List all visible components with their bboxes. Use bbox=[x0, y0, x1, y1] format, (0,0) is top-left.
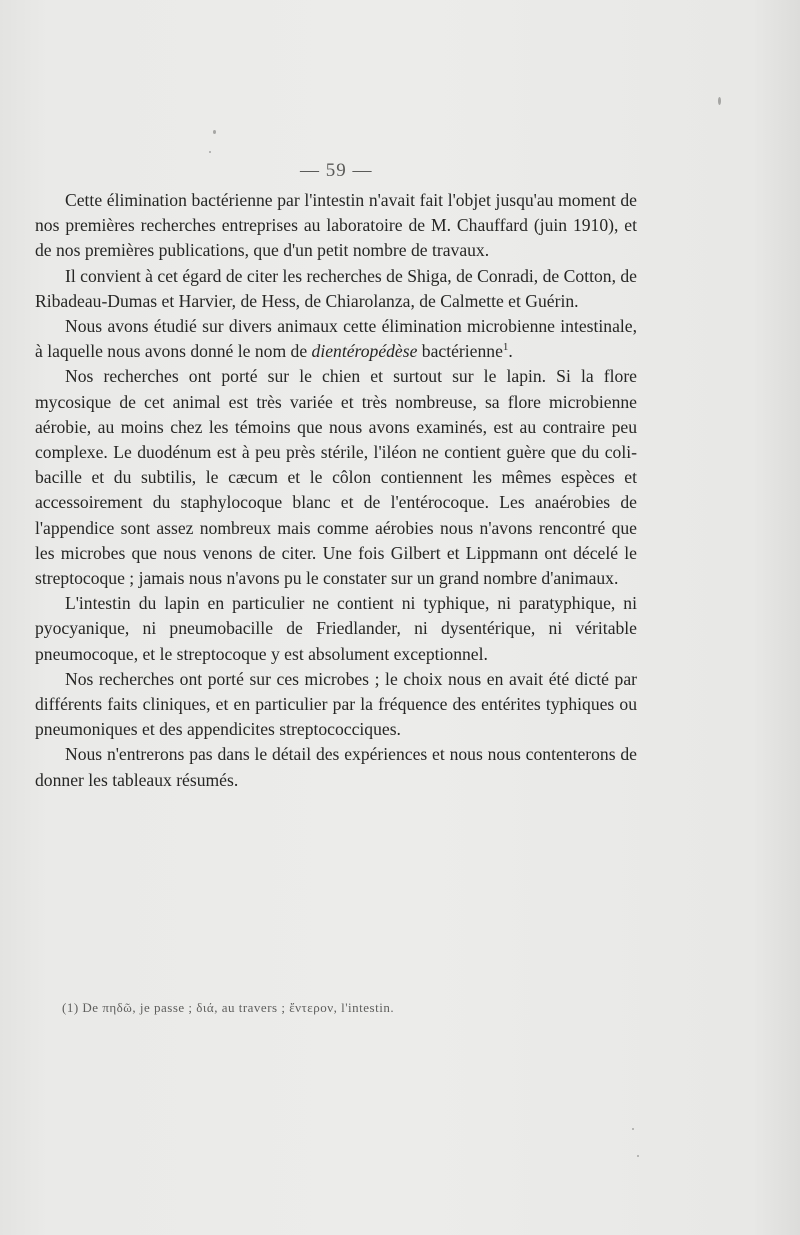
paragraph-elimination bbox=[35, 188, 637, 264]
scan-speck bbox=[209, 151, 211, 153]
paragraph-text: Cette élimination bactérienne par l'intestin n'avait fait l'objet jusqu'au moment de nos premières recherches entreprises au laboratoire de M. Chauffard (juin 1910), et de nos premières publications, que d'un petit nombre de travaux. bbox=[35, 190, 637, 261]
scan-speck bbox=[637, 1155, 639, 1157]
paragraph-tables bbox=[35, 742, 637, 792]
paragraph-intestine bbox=[35, 591, 637, 667]
paragraph-text: Nos recherches ont porté sur le chien et surtout sur le lapin. Si la flore mycosique de cet animal est très variée et très nombreuse, sa flore microbienne aérobie, au moins chez les témoins que nous avons examinés, est au contraire peu complexe. Le duodénum est à peu près stérile, l'iléon ne contient guère que du coli-bacille et du subtilis, le cæcum et le côlon contiennent les mêmes espèces et accessoirement du staphylocoque blanc et de l'entérocoque. Les anaérobies de l'appendice sont assez nombreux mais comme aérobies nous n'avons rencontré que les microbes que nous venons de citer. Une fois Gilbert et Lippmann ont décelé le streptocoque ; jamais nous n'avons pu le constater sur un grand nombre d'animaux. bbox=[35, 366, 637, 589]
paragraph-text: L'intestin du lapin en particulier ne contient ni typhique, ni paratyphique, ni pyocyanique, ni pneumobacille de Friedlander, ni dysentérique, ni véritable pneumocoque, et le streptocoque y est absolument exceptionnel. bbox=[35, 593, 637, 664]
footnote: (1) De πηδῶ, je passe ; διά, au travers ; ἔντερον, l'intestin. bbox=[62, 1000, 395, 1015]
paragraph-text: Nos recherches ont porté sur ces microbes ; le choix nous en avait été dicté par différents faits cliniques, et en particulier par la fréquence des entérites typhiques ou pneumoniques et des appendicites streptococciques. bbox=[35, 668, 637, 740]
paragraph-text: Nous n'entrerons pas dans le détail des expériences et nous nous contenterons de donner les tableaux résumés. bbox=[35, 744, 637, 790]
paragraph-dienteropedese: Nous avons étudié sur divers animaux cette élimination microbienne intestinale, à laquelle nous avons donné le nom de dientéropédèse bactérienne$^1$. bbox=[35, 316, 637, 362]
term-dienteropedese: dientéropédèse bbox=[311, 341, 418, 362]
paragraph-authors bbox=[35, 264, 637, 314]
paragraph-text: bactérienne bbox=[417, 341, 503, 362]
scan-speck bbox=[718, 97, 721, 105]
body-text bbox=[35, 188, 637, 793]
scan-speck bbox=[213, 130, 216, 134]
page-number: — 59 — bbox=[300, 160, 373, 181]
paragraph-flora bbox=[35, 364, 637, 591]
paragraph-text: Nous avons étudié sur divers animaux cette élimination microbienne intestinale, à laquelle nous avons donné le nom de bbox=[35, 316, 637, 362]
paragraph-text: Il convient à cet égard de citer les recherches de Shiga, de Conradi, de Cotton, de Ribadeau-Dumas et Harvier, de Hess, de Chiarolanza, de Calmette et Guérin. bbox=[35, 265, 637, 311]
paragraph-microbes bbox=[35, 667, 637, 743]
scan-speck bbox=[632, 1128, 634, 1130]
footnote-reference: 1 bbox=[502, 341, 509, 354]
